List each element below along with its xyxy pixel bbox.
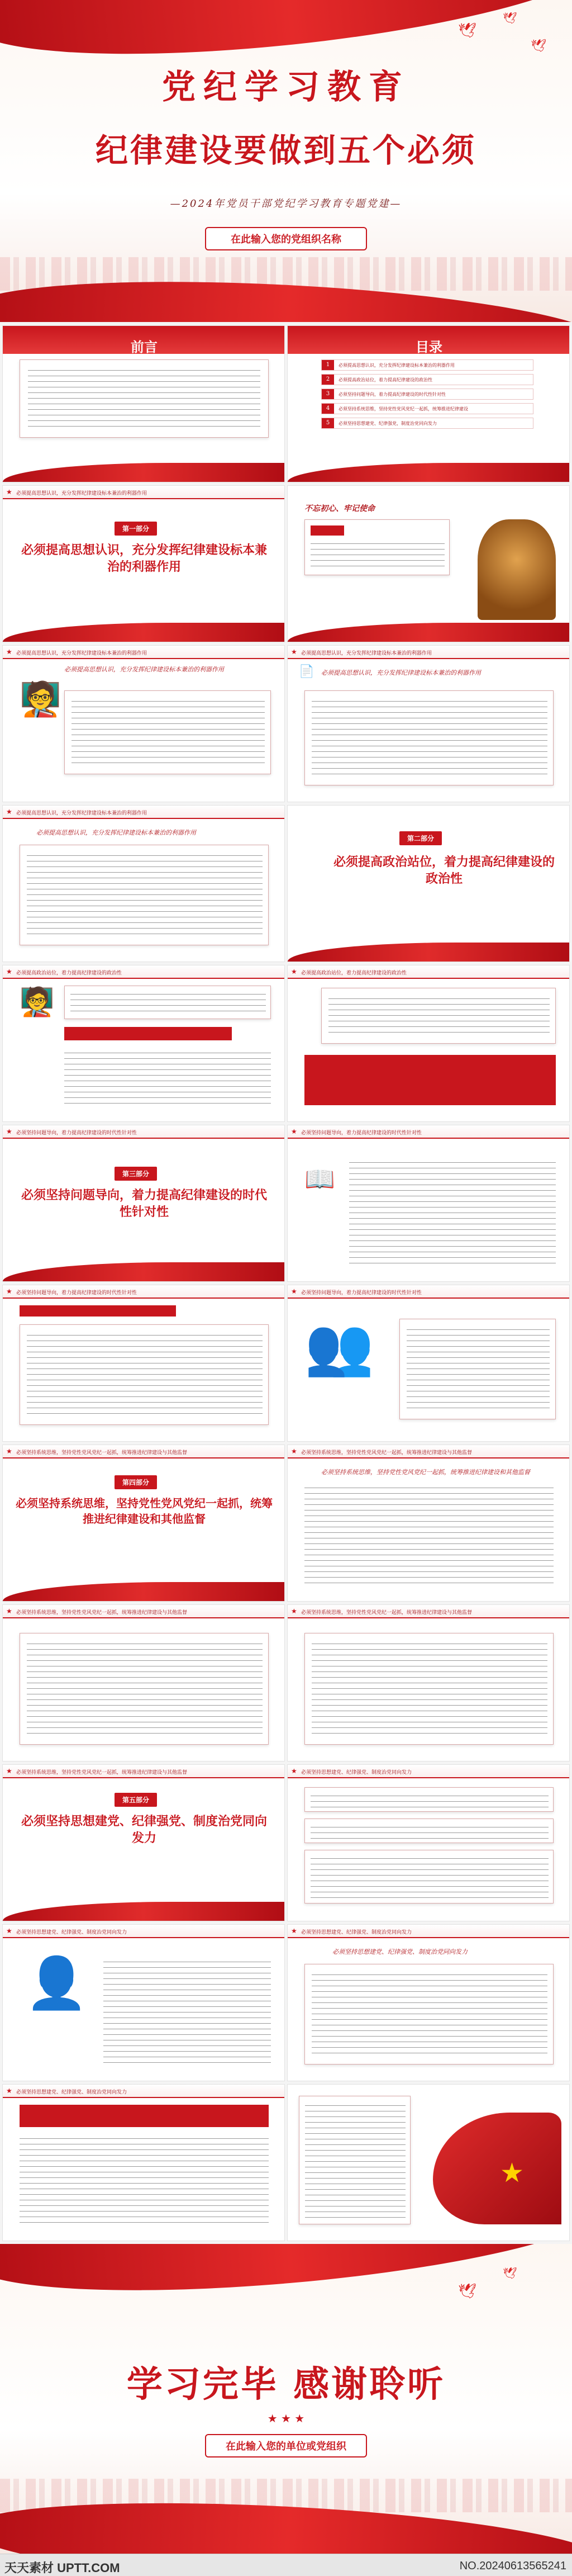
text-card [304,1787,554,1812]
arrow-banner [64,1027,232,1040]
text-card [304,1850,554,1903]
end-stars: ★ ★ ★ [267,2412,305,2425]
slide-part2 [287,805,570,962]
part4-title: 必须坚持系统思维，坚持党性党风党纪一起抓，统筹推进纪律建设和其他监督 [16,1497,273,1526]
toc-item[interactable]: 3 必须坚持问题导向，着力提高纪律建设的时代性针对性 [321,389,533,400]
slide-content [287,2084,570,2241]
slide-header-bar: ★ 必须提高思想认识，充分发挥纪律建设标本兼治的利器作用 [3,806,284,819]
part-tag: 第五部分 [115,1793,157,1807]
slide-footer-wave [288,463,569,482]
body-text [27,852,263,939]
slide-header-bar: ★ 必须坚持思想建党、纪律强党、制度治党同向发力 [3,1925,284,1938]
text-card [304,1633,554,1745]
text-card [304,1819,554,1843]
slide-content [2,1924,285,2081]
highlight-text: 必须坚持思想建党、纪律强党、制度治党同向发力 [332,1948,468,1955]
slide-header-bar: ★ 必须坚持思想建党、纪律强党、制度治党同向发力 [3,2085,284,2098]
text-card [20,1324,269,1425]
highlight-text: 必须提高思想认识，充分发挥纪律建设标本兼治的利器作用 [64,666,224,673]
text-card [20,845,269,945]
presenter-icon: 🧑‍🏫 [20,986,55,1018]
slide-header-bar: ★ 必须提高思想认识，充分发挥纪律建设标本兼治的利器作用 [3,486,284,499]
star-icon: ★ [500,2157,525,2189]
body-text [349,1159,556,1265]
slide-content [2,1604,285,1761]
footer-code: NO.20240613565241 [459,2560,566,2572]
part1-title: 必须提高思想认识，充分发挥纪律建设标本兼治的利器作用 [21,543,267,574]
dove-icon: 🕊 [531,39,546,53]
slide-header-bar: ★ 必须提高思想认识，充分发挥纪律建设标本兼治的利器作用 [3,646,284,659]
slide-part4 [2,1445,285,1602]
red-heading-strip [20,1305,176,1317]
slide-content [287,1445,570,1602]
preface-card [20,359,269,438]
slide-header-bar: ★ 必须坚持系统思维，坚持党性党风党纪一起抓，统筹推进纪律建设与其他监督 [288,1445,569,1459]
cover-title-line2: 纪律建设要做到五个必须 [95,131,476,169]
slide-header-bar: ★ 必须坚持系统思维，坚持党性党风党纪一起抓，统筹推进纪律建设与其他监督 [3,1605,284,1618]
body-text [70,991,266,1015]
slide-content [287,645,570,802]
part-tag: 第一部分 [115,522,157,536]
toc-item[interactable]: 2 必须提高政治站位，着力提高纪律建设的政治性 [321,374,533,385]
slide-footer-wave [3,1902,284,1921]
quote-heading: 不忘初心、牢记使命 [304,504,375,513]
toc-title: 目录 [416,339,442,355]
cover-org-placeholder[interactable]: 在此输入您的党组织名称 [205,227,367,250]
slide-content [2,805,285,962]
toc-item[interactable]: 5 必须坚持思想建党、纪律强党，制度治党同向发力 [321,418,533,429]
slide-content [2,645,285,802]
slide-header-bar: ★ 必须坚持问题导向，着力提高纪律建设的时代性针对性 [3,1125,284,1139]
part-tag: 第二部分 [399,831,442,845]
slide-preface [2,325,285,482]
slide-content [287,1924,570,2081]
document-icon: 📄 [299,665,314,679]
slide-header-bar: ★ 必须提高政治站位，着力提高纪律建设的政治性 [288,965,569,979]
slide-content [287,1764,570,1921]
red-text-block [20,2105,269,2127]
slide-footer-wave [3,623,284,642]
quote-text [311,540,445,571]
part-tag: 第三部分 [115,1167,157,1181]
slide-part1 [2,485,285,642]
slide-footer-wave [288,943,569,962]
slide-header-bar: ★ 必须坚持系统思维，坚持党性党风党纪一起抓，统筹推进纪律建设与其他监督 [3,1445,284,1459]
slide-header-bar: ★ 必须坚持问题导向，着力提高纪律建设的时代性针对性 [288,1285,569,1299]
slide-header-bar: ★ 必须坚持系统思维，坚持党性党风党纪一起抓，统筹推进纪律建设与其他监督 [288,1605,569,1618]
slide-header-bar: ★ 必须提高政治站位，着力提高纪律建设的政治性 [3,965,284,979]
preface-text [28,367,260,430]
teacher-student-icon: 👥 [304,1314,374,1379]
body-text [103,1958,271,2064]
text-card [321,988,556,1044]
slide-content [2,965,285,1122]
slide-footer-wave [288,623,569,642]
dove-icon: 🕊 [458,2283,477,2300]
end-org-placeholder[interactable]: 在此输入您的单位或党组织 [205,2434,367,2457]
cover-slide [0,0,572,322]
highlight-text: 必须坚持系统思维，坚持党性党风党纪一起抓，统筹推进纪律建设和其他监督 [321,1469,530,1476]
body-text [72,698,265,768]
footer-brand: 天天素材 UPTT.COM [4,2561,120,2575]
quote-badge [311,525,344,536]
slide-header-bar: ★ 必须提高思想认识，充分发挥纪律建设标本兼治的利器作用 [288,646,569,659]
part2-title: 必须提高政治站位，着力提高纪律建设的政治性 [333,855,555,886]
slide-header-bar: ★ 必须坚持问题导向，着力提高纪律建设的时代性针对性 [3,1285,284,1299]
dove-icon: 🕊 [503,11,517,25]
text-card [64,690,271,774]
red-text-block [304,1055,556,1105]
body-text [20,2135,269,2224]
slide-content [287,1125,570,1282]
stone-lion-image [478,519,556,620]
body-text [312,1640,547,1739]
slide-part5 [2,1764,285,1921]
slide-part1-quote [287,485,570,642]
body-text [27,1640,263,1739]
slide-header-bar: ★ 必须坚持系统思维，坚持党性党风党纪一起抓，统筹推进纪律建设与其他监督 [3,1765,284,1778]
body-text [64,1049,271,1105]
reader-icon: 📖 [304,1165,335,1194]
slide-content [287,1604,570,1761]
text-card [64,986,271,1019]
toc-item[interactable]: 4 必须坚持系统思维，坚持党性党风党纪一起抓，统筹推进纪律建设 [321,403,533,414]
dove-icon: 🕊 [503,2266,517,2280]
toc-item[interactable]: 1 必须提高思想认识，充分发挥纪律建设标本兼治的利器作用 [321,359,533,371]
slide-header-bar: ★ 必须坚持问题导向，着力提高纪律建设的时代性针对性 [288,1125,569,1139]
part3-title: 必须坚持问题导向，着力提高纪律建设的时代性针对性 [21,1188,267,1219]
body-text [304,1484,554,1585]
body-text [312,698,547,779]
text-card [20,1633,269,1745]
presenter-icon: 🧑‍🏫 [20,680,61,719]
text-card [304,1964,554,2064]
red-flag-image [433,2113,561,2224]
body-text [311,1792,549,1808]
dove-icon: 🕊 [458,22,477,39]
body-text [311,1855,549,1900]
end-top-wave [0,2244,572,2311]
text-card [304,690,554,785]
slide-content [287,1285,570,1442]
slide-part3 [2,1125,285,1282]
highlight-text: 必须提高思想认识，充分发挥纪律建设标本兼治的利器作用 [321,669,481,676]
slide-content [2,2084,285,2241]
body-text [312,1971,547,2058]
body-text [407,1326,550,1413]
body-text [305,2102,406,2219]
text-card [399,1319,556,1419]
speaker-podium-icon: 👤 [25,1954,88,2012]
body-text [328,995,550,1038]
cover-subtitle: —2024年党员干部党纪学习教育专题党建— [170,198,402,210]
slide-footer-wave [3,1582,284,1601]
body-text [27,1332,263,1419]
cover-title-line1: 党纪学习教育 [162,68,410,107]
slide-footer-wave [3,1262,284,1281]
text-card [299,2096,411,2224]
part5-title: 必须坚持思想建党、纪律强党、制度治党同向发力 [21,1814,267,1845]
part-tag: 第四部分 [115,1475,157,1489]
highlight-text: 必须提高思想认识，充分发挥纪律建设标本兼治的利器作用 [36,829,196,836]
slide-header-bar: ★ 必须坚持思想建党、纪律强党、制度治党同向发力 [288,1765,569,1778]
slide-header-bar: ★ 必须坚持思想建党、纪律强党、制度治党同向发力 [288,1925,569,1938]
end-thanks: 学习完毕 感谢聆听 [126,2364,446,2405]
slide-content [287,965,570,1122]
slide-toc [287,325,570,482]
watermark-footer [0,2554,572,2576]
quote-card [304,519,450,575]
slide-footer-wave [3,463,284,482]
body-text [311,1824,549,1839]
end-slide [0,2244,572,2554]
slide-content [2,1285,285,1442]
preface-title: 前言 [131,339,158,355]
